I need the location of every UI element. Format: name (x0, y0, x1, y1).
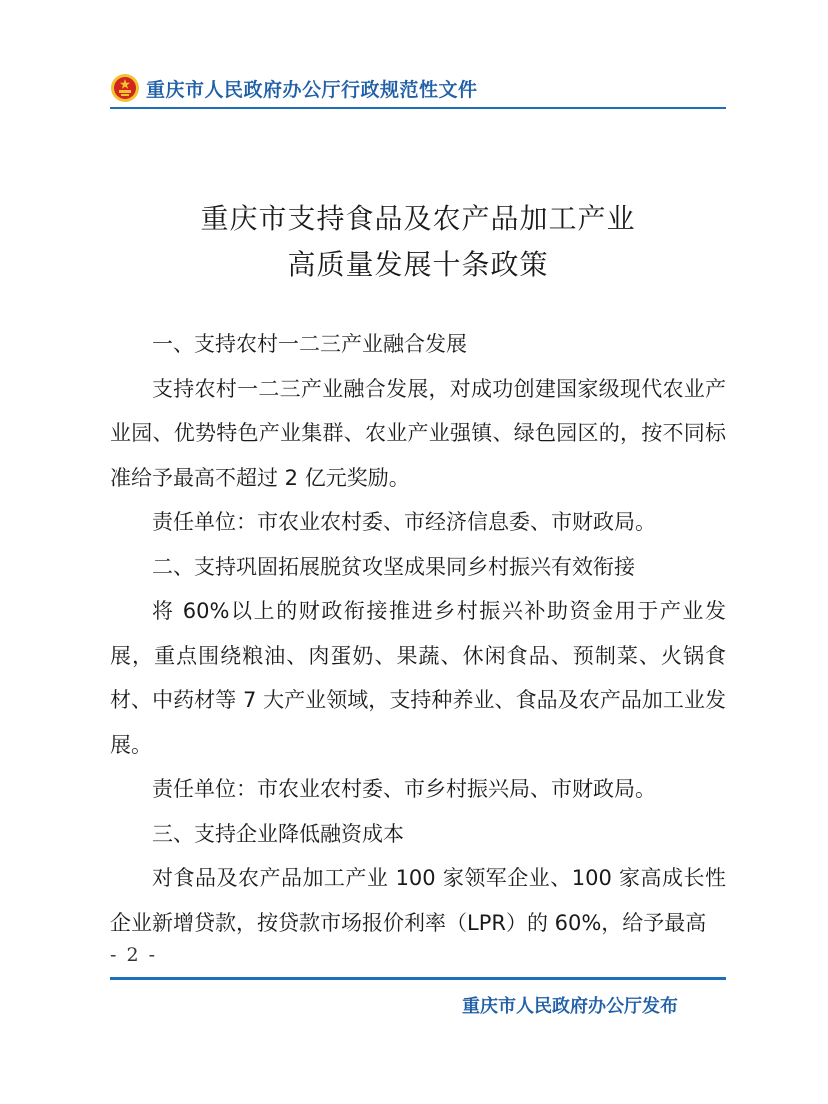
footer-divider (110, 977, 726, 980)
responsible-units: 责任单位：市农业农村委、市经济信息委、市财政局。 (152, 510, 656, 534)
paragraph: 支持农村一二三产业融合发展，对成功创建国家级现代农业产业园、优势特色产业集群、农业产业强镇、绿色园区的，按不同标准给予最高不超过 2 亿元奖励。 (110, 376, 726, 490)
footer-publisher: 重庆市人民政府办公厅发布 (462, 996, 678, 1017)
page-number: - 2 - (110, 944, 158, 966)
section-heading: 一、支持农村一二三产业融合发展 (152, 332, 467, 356)
document-title (110, 196, 726, 288)
document-body (110, 322, 726, 945)
title-line-2: 高质量发展十条政策 (287, 248, 549, 281)
responsible-units: 责任单位：市农业农村委、市乡村振兴局、市财政局。 (152, 777, 656, 801)
national-emblem-icon (110, 73, 140, 103)
paragraph: 将 60%以上的财政衔接推进乡村振兴补助资金用于产业发展，重点围绕粮油、肉蛋奶、果蔬、休闲食品、预制菜、火锅食材、中药材等 7 大产业领域，支持种养业、食品及农产品加工业发展。 (110, 599, 726, 757)
section-heading: 二、支持巩固拓展脱贫攻坚成果同乡村振兴有效衔接 (152, 554, 635, 579)
header-divider (110, 107, 726, 109)
document-header (110, 68, 726, 108)
header-title: 重庆市人民政府办公厅行政规范性文件 (146, 78, 478, 101)
title-line-1: 重庆市支持食品及农产品加工产业 (200, 202, 636, 235)
section-heading: 三、支持企业降低融资成本 (152, 821, 404, 846)
paragraph: 对食品及农产品加工产业 100 家领军企业、100 家高成长性企业新增贷款，按贷款市场报价利率（LPR）的 60%，给予最高 (110, 866, 726, 935)
